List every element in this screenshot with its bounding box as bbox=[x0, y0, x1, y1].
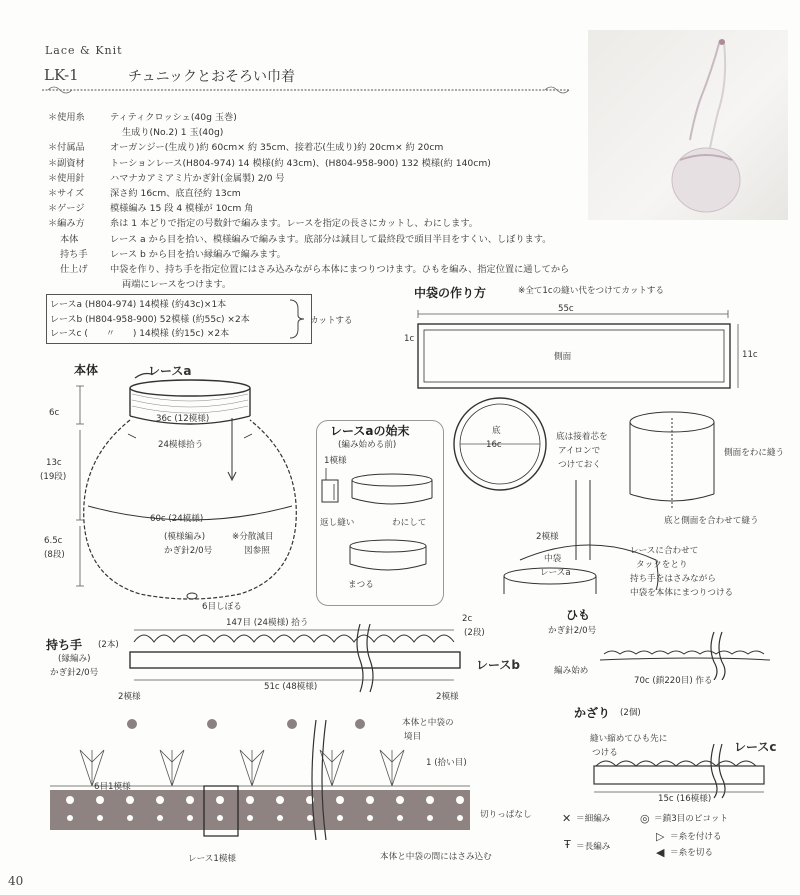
page-title: チュニックとおそろい巾着 bbox=[128, 69, 296, 85]
top-width-label: 36c (12模様) bbox=[156, 414, 210, 424]
handle-count: (2本) bbox=[98, 640, 119, 650]
side-label: 側面 bbox=[554, 352, 572, 362]
sc-symbol-icon: ✕ bbox=[562, 812, 572, 825]
ring-label: わにして bbox=[392, 518, 427, 528]
ref-label-2: 図参照 bbox=[244, 546, 270, 556]
legend-dc: ＝長編み bbox=[576, 842, 611, 852]
dc-symbol-icon: Ŧ bbox=[564, 838, 571, 851]
ring-side-label: 側面をわに縫う bbox=[724, 448, 785, 458]
dim-8-rows: (8段) bbox=[44, 550, 65, 560]
sew-label: まつる bbox=[348, 580, 374, 590]
join-label: 底と側面を合わせて縫う bbox=[664, 516, 759, 526]
dim-6c: 6c bbox=[49, 408, 60, 418]
handle-2c: 2c bbox=[462, 614, 473, 624]
handle-2-rows: (2段) bbox=[464, 628, 485, 638]
fuse-note-1: 底は接着芯を bbox=[556, 432, 608, 442]
brace-icon bbox=[286, 296, 310, 342]
pattern-code: LK-1 bbox=[44, 66, 79, 84]
lace-a-label: レースa bbox=[148, 364, 192, 378]
handle-edge: (縁編み) bbox=[58, 654, 91, 664]
tuck-note-1: レースに合わせて bbox=[630, 546, 699, 556]
lace-a-small-label: レースa bbox=[540, 568, 571, 578]
cord-heading: ひも bbox=[566, 608, 591, 622]
lace-b-label: レースb bbox=[476, 658, 520, 672]
fuse-note-3: つけておく bbox=[558, 460, 601, 470]
picot-symbol-icon: ◎ bbox=[640, 812, 650, 825]
dim-65c: 6.5c bbox=[44, 536, 63, 546]
close-label: 6目しぼる bbox=[202, 602, 242, 612]
tuck-note-2: タックをとり bbox=[636, 560, 688, 570]
back-stitch-label: 返し縫い bbox=[320, 518, 355, 528]
six-stitch-label: 6目1模様 bbox=[94, 782, 131, 792]
cut-note: カットする bbox=[310, 316, 353, 326]
naka-label: 中袋 bbox=[544, 554, 562, 564]
spec-list: ＊使用糸 ティティクロッシェ(40g 玉巻) 生成り(No.2) 1 玉(40g) ＊付属品 オーガンジー(生成り)約 60cm× 約 35cm、接着芯(生成り)約 20cm× 約 20cm ＊副資材 トーションレース(H804-974) 14 模様(約 43cm)、(H804-958-900) 132 模様(約 140cm) ＊使用針 ハマナカアミアミ片かぎ針(金属製) 2/0 号 ＊サイズ 深さ約 16cm、底直径約 13cm ＊ゲージ 模様編み 15 段 4 模様が 10cm 角 ＊編み方 糸は 1 本どりで指定の号数針で編みます。レースを指定の長さにカットし、わにします。 本体 レース a から目を拾い、模様編みで編みます。底部分は減目して最終段で頭目半目をすくい、しぼります。 持ち手 レース b から目を拾い縁編みで編みます。 仕上げ 中袋を作り、持ち手を指定位置にはさみ込みながら本体にまつりつけます。ひもを編み、指定位置に通してから 両端にレースをつけます。 bbox=[48, 112, 570, 291]
body-diagram bbox=[40, 356, 310, 616]
inner-bag-note: ※全て1cの縫い代をつけてカットする bbox=[518, 286, 664, 296]
hook-label: かぎ針2/0号 bbox=[164, 546, 213, 556]
lace-one-pattern: レース1模様 bbox=[188, 854, 237, 864]
width-60-label: 60c (24模様) bbox=[150, 514, 204, 524]
height-11-label: 11c bbox=[742, 350, 758, 360]
lace-end-sub: (編み始める前) bbox=[338, 440, 397, 450]
lace-end-heading: レースaの始末 bbox=[330, 424, 410, 438]
handle-length: 51c (48模様) bbox=[264, 682, 318, 692]
join-yarn-icon: ▷ bbox=[656, 830, 665, 843]
legend-sc: ＝細編み bbox=[576, 814, 611, 824]
diameter-16-label: 16c bbox=[486, 440, 502, 450]
seam-1c-label: 1c bbox=[404, 334, 415, 344]
pickup-stitch-label: 1 (拾い目) bbox=[426, 758, 467, 768]
cut-yarn-icon: ◀ bbox=[656, 846, 665, 859]
tuck-note-4: 中袋を本体にまつりつける bbox=[630, 588, 734, 598]
drawstring-bag-icon bbox=[588, 30, 788, 220]
handle-heading: 持ち手 bbox=[46, 638, 83, 652]
one-pattern-label: 1模様 bbox=[324, 456, 347, 466]
brand-label: Lace & Knit bbox=[45, 44, 123, 57]
fuse-note-2: アイロンで bbox=[558, 446, 601, 456]
decoration-diagram bbox=[580, 740, 790, 800]
decoration-note-1: 縫い縮めてひも先に bbox=[590, 734, 668, 744]
lace-cut-list: レースa (H804-974) 14模様 (約43c)×1本 レースb (H804-958-900) 52模様 (約55c) ×2本 レースc ( 〃 ) 14模様 (約15c) ×2本 bbox=[50, 300, 250, 340]
decoration-length: 15c (16模様) bbox=[658, 794, 712, 804]
between-label: 本体と中袋の間にはさみ込む bbox=[380, 852, 492, 862]
cord-start: 編み始め bbox=[554, 666, 589, 676]
handle-2-patterns-left: 2模様 bbox=[118, 692, 141, 702]
lace-c-label: レースc bbox=[734, 740, 777, 754]
dim-19-rows: (19段) bbox=[40, 472, 67, 482]
two-pattern-label: 2模様 bbox=[536, 532, 559, 542]
bottom-label: 底 bbox=[492, 426, 501, 436]
legend-cut: ＝糸を切る bbox=[670, 848, 713, 858]
dim-13c: 13c bbox=[46, 458, 62, 468]
inner-bag-heading: 中袋の作り方 bbox=[414, 286, 487, 300]
pattern-label: (模様編み) bbox=[164, 532, 206, 542]
handle-hook: かぎ針2/0号 bbox=[50, 668, 99, 678]
pickup-label: 24模様拾う bbox=[158, 440, 204, 450]
cord-length: 70c (鎖220目) 作る bbox=[634, 676, 713, 686]
decoration-count: (2個) bbox=[620, 708, 641, 718]
bag-border-1: 本体と中袋の bbox=[402, 718, 454, 728]
cut-edge-label: 切りっぱなし bbox=[480, 810, 532, 820]
legend-picot: ＝鎖3目のピコット bbox=[654, 814, 729, 824]
handle-2-patterns-right: 2模様 bbox=[436, 692, 459, 702]
cord-hook: かぎ針2/0号 bbox=[548, 626, 597, 636]
product-photo bbox=[588, 30, 788, 220]
cord-diagram bbox=[590, 630, 790, 680]
legend-join: ＝糸を付ける bbox=[670, 832, 722, 842]
decoration-note-2: つける bbox=[592, 748, 618, 758]
handle-pick-label: 147目 (24模様) 拾う bbox=[226, 618, 309, 628]
page-number: 40 bbox=[8, 874, 24, 888]
body-heading: 本体 bbox=[74, 363, 99, 377]
decoration-heading: かざり bbox=[574, 706, 611, 720]
ref-label: ※分散減目 bbox=[232, 532, 274, 542]
bag-border-2: 境目 bbox=[404, 732, 422, 742]
tuck-note-3: 持ち手をはさみながら bbox=[630, 574, 716, 584]
title-underline bbox=[40, 84, 580, 98]
width-55-label: 55c bbox=[558, 304, 574, 314]
